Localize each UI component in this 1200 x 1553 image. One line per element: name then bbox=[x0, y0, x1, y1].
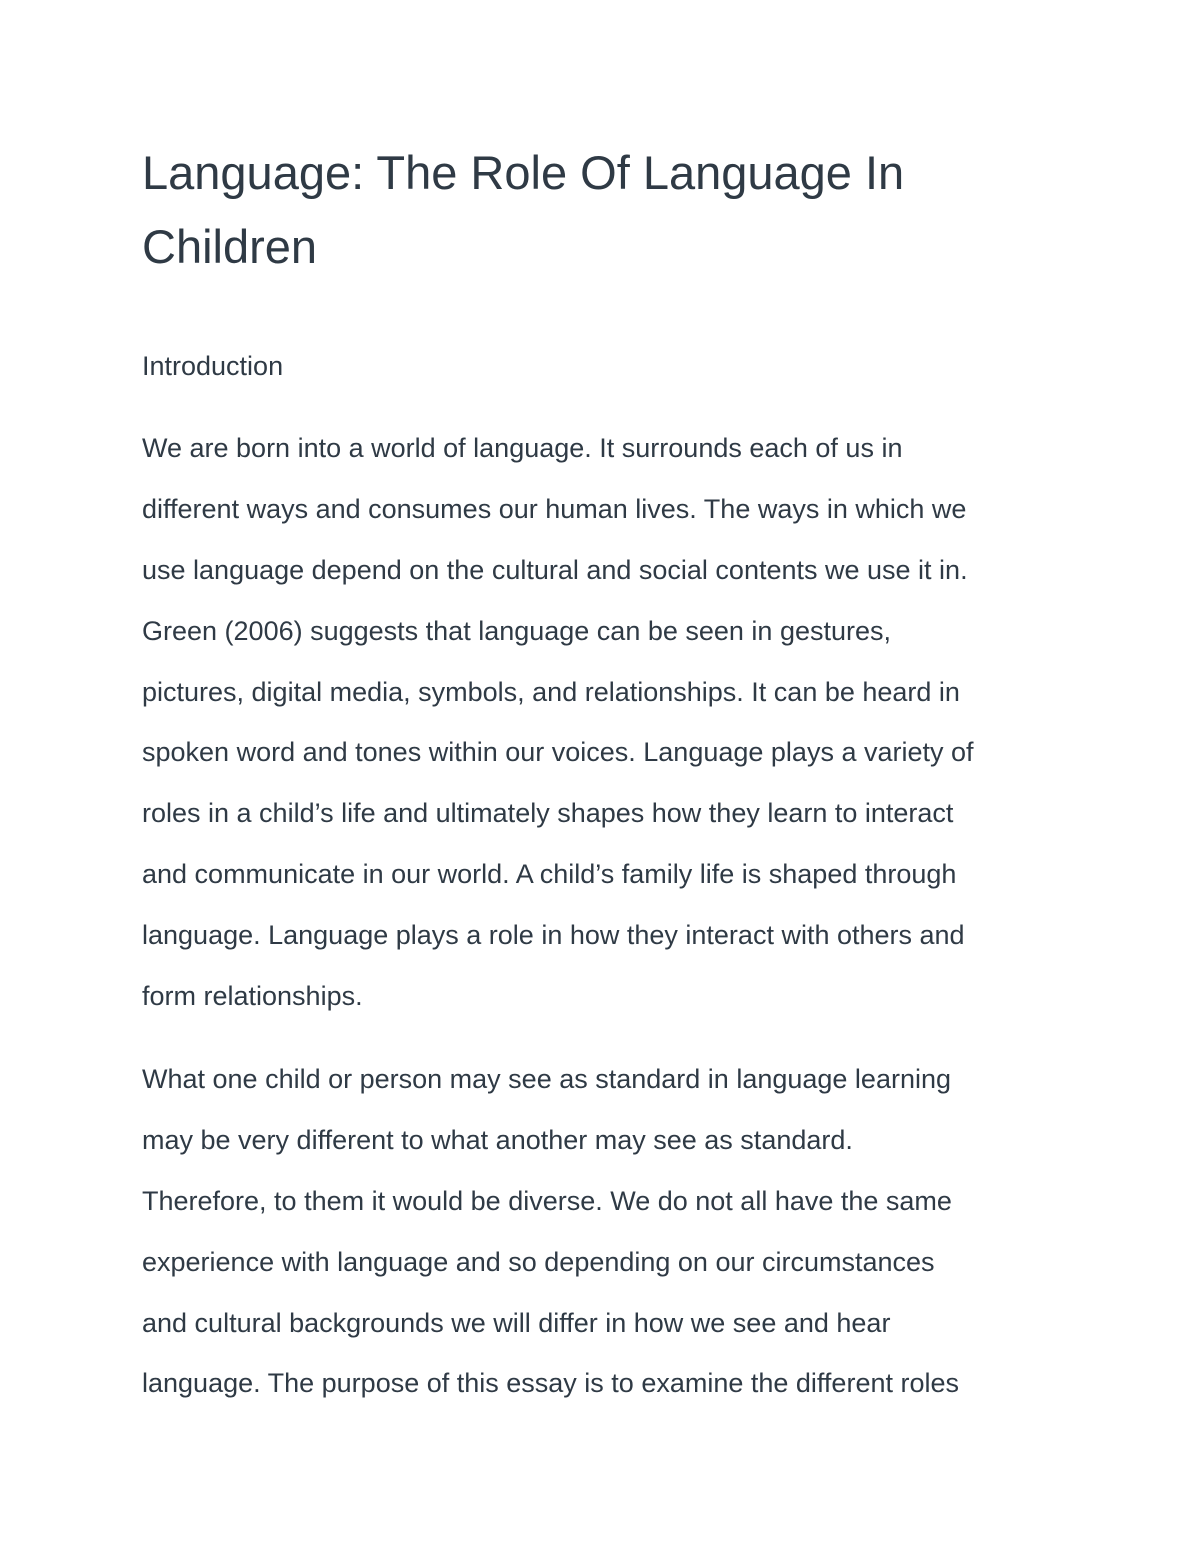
paragraph-line: spoken word and tones within our voices. Language plays a variety of bbox=[142, 737, 974, 768]
paragraph-line: Therefore, to them it would be diverse. We do not all have the same bbox=[142, 1185, 952, 1216]
document-title bbox=[142, 136, 1042, 284]
paragraph bbox=[142, 430, 1082, 1039]
paragraph-line: different ways and consumes our human lives. The ways in which we bbox=[142, 493, 967, 524]
paragraph-line: language. The purpose of this essay is to examine the different roles bbox=[142, 1368, 960, 1399]
paragraph-line: use language depend on the cultural and social contents we use it in. bbox=[142, 554, 968, 585]
paragraph-line: roles in a child’s life and ultimately shapes how they learn to interact bbox=[142, 798, 954, 829]
paragraph-line: What one child or person may see as standard in language learning bbox=[142, 1064, 951, 1094]
paragraph-line: may be very different to what another may see as standard. bbox=[142, 1124, 853, 1155]
paragraph-line: and communicate in our world. A child’s family life is shaped through bbox=[142, 859, 957, 890]
paragraph-line: pictures, digital media, symbols, and relationships. It can be heard in bbox=[142, 676, 960, 707]
paragraph-line: form relationships. bbox=[142, 981, 363, 1012]
section-heading: Introduction bbox=[142, 351, 284, 381]
paragraph-line: language. Language plays a role in how they interact with others and bbox=[142, 920, 965, 951]
title-line: Children bbox=[142, 220, 318, 273]
paragraph-line: and cultural backgrounds we will differ in how we see and hear bbox=[142, 1307, 891, 1338]
paragraph-line: experience with language and so depending on our circumstances bbox=[142, 1246, 935, 1277]
paragraph bbox=[142, 1061, 1082, 1426]
paragraph-line: We are born into a world of language. It surrounds each of us in bbox=[142, 433, 903, 463]
paragraph-line: Green (2006) suggests that language can be seen in gestures, bbox=[142, 615, 891, 646]
title-line: Language: The Role Of Language In bbox=[142, 146, 905, 199]
